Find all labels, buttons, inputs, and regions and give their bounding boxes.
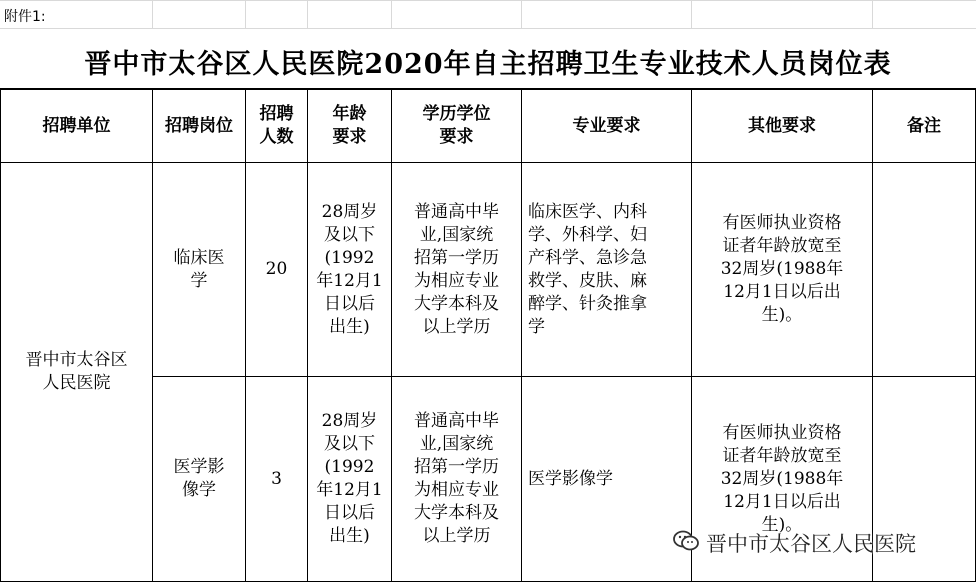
attachment-label: 附件1:: [4, 9, 46, 25]
grid-line: [245, 0, 246, 29]
header-unit: 招聘单位: [42, 115, 111, 136]
grid-line: [872, 0, 873, 29]
watermark: [672, 528, 916, 558]
row1-education: 普通高中毕 业,国家统 招第一学历 为相应专业 大学本科及 以上学历: [414, 201, 499, 337]
wechat-icon: [672, 529, 706, 558]
grid-line: [0, 28, 976, 29]
page-title: 晋中市太谷区人民医院2020年自主招聘卫生专业技术人员岗位表: [84, 48, 892, 80]
row2-position: 医学影 像学: [173, 457, 225, 500]
row1-age: 28周岁 及以下 (1992 年12月1 日以后 出生): [316, 201, 383, 337]
table-border: [0, 581, 976, 582]
row2-age: 28周岁 及以下 (1992 年12月1 日以后 出生): [316, 411, 383, 546]
grid-line: [391, 0, 392, 29]
header-education: 学历学位 要求: [422, 104, 491, 147]
row1-count: 20: [265, 259, 288, 279]
header-age: 年龄 要求: [332, 104, 367, 147]
grid-line: [307, 0, 308, 29]
row1-other: 有医师执业资格 证者年龄放宽至 32周岁(1988年 12月1日以后出 生)。: [720, 213, 844, 325]
watermark-text: 晋中市太谷区人民医院: [706, 532, 916, 556]
row1-remarks: [873, 163, 975, 376]
grid-line: [691, 0, 692, 29]
header-other: 其他要求: [748, 115, 816, 136]
header-count: 招聘 人数: [259, 104, 294, 147]
row2-education: 普通高中毕 业,国家统 招第一学历 为相应专业 大学本科及 以上学历: [414, 411, 499, 546]
header-remarks: 备注: [907, 115, 941, 136]
row2-count: 3: [271, 468, 282, 489]
row1-position: 临床医 学: [173, 247, 225, 291]
row2-other: 有医师执业资格 证者年龄放宽至 32周岁(1988年 12月1日以后出 生)。: [720, 422, 844, 535]
header-major: 专业要求: [572, 115, 641, 136]
unit-name-cell: 晋中市太谷区 人民医院: [25, 350, 128, 393]
grid-line: [521, 0, 522, 29]
header-position: 招聘岗位: [165, 115, 233, 136]
row1-major: 临床医学、内科 学、外科学、妇 产科学、急诊急 救学、皮肤、麻 醉学、针灸推拿 学: [528, 201, 647, 337]
grid-line: [152, 0, 153, 29]
row2-major: 医学影像学: [528, 468, 613, 489]
grid-line: [0, 0, 976, 1]
